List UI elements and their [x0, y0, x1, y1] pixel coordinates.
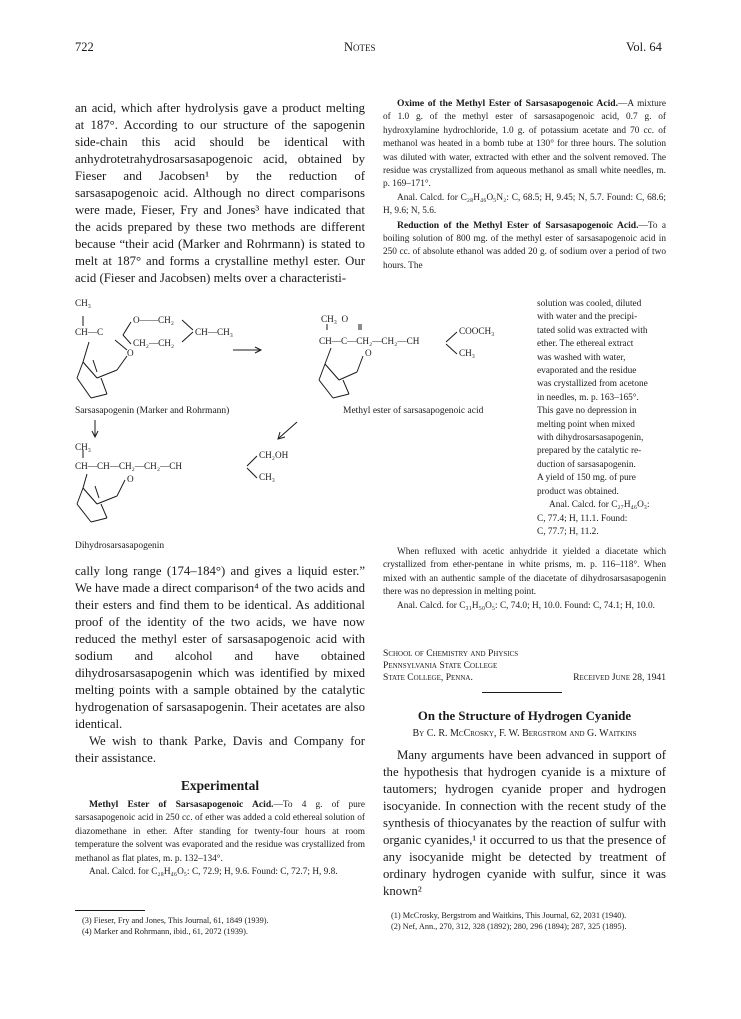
exp-heading: Methyl Ester of Sarsasapogenoic Acid. — [89, 799, 274, 810]
acetate-text: When refluxed with acetic anhydride it yielded a diacetate which crystallized from ether-pentane in white prisms, m. p. 116–118°. When mixed with an authentic sample of the diacetate of dihydrosarsasapogenin there was no depression in melting point. — [383, 547, 666, 598]
s1-oxygen-label: O — [127, 348, 134, 358]
narrow-analysis-line: Anal. Calcd. for C₂₇H₄₆O₃: — [549, 500, 650, 511]
narrow-line: melting point when mixed — [537, 419, 635, 430]
reduction-heading: Reduction of the Methyl Ester of Sarsasapogenoic Acid. — [397, 219, 639, 231]
article-authors: By C. R. McCrosky, F. W. Bergstrom and G. Waitkins — [412, 728, 637, 739]
s1-ch2ch2-label: CH₂—CH₂ — [133, 338, 175, 348]
s3-ch3b-label: CH₃ — [259, 472, 275, 482]
right-footnotes — [383, 910, 666, 932]
received-date: Received June 28, 1941 — [573, 672, 666, 683]
s3-main-chain-label: CH—CH—CH₂—CH₂—CH — [75, 461, 182, 471]
exp-analysis: Anal. Calcd. for C₂₈H₄₆O₅: C, 72.9; H, 9.6. Found: C, 72.7; H, 9.8. — [89, 867, 338, 878]
oxime-heading: Oxime of the Methyl Ester of Sarsasapogenoic Acid. — [397, 98, 619, 109]
s1-chain-label: CH—C — [75, 327, 104, 337]
narrow-line: with water and the precipi- — [537, 312, 638, 323]
footnote-4: (4) Marker and Rohrmann, ibid., 61, 2072 (1939). — [82, 927, 248, 936]
left-footnotes — [82, 915, 365, 937]
article-title: On the Structure of Hydrogen Cyanide — [417, 709, 632, 723]
s2-ch3-o-label: CH₃ O — [321, 314, 349, 324]
article-paragraph: Many arguments have been advanced in support of the hypothesis that hydrogen cyanide is a mixture of tautomers; hydrogen cyanide proper and hydrogen isocyanide. In connection with the recent study of the synthesis of thiocyanates by the reaction of sulfur with organic cyanides,¹ it occurred to us that the presence of any isocyanide might be detected by treatment of ordinary hydrogen cyanide with sulfur, since it was known² — [383, 748, 666, 898]
volume-number: Vol. 64 — [626, 40, 662, 54]
narrow-line: ether. The ethereal extract — [537, 339, 634, 350]
s1-ch-ch3-label: CH—CH₃ — [195, 327, 233, 337]
s1-methyl-label: CH₃ — [75, 298, 91, 308]
narrow-line: tated solid was extracted with — [537, 325, 648, 336]
section-divider — [482, 692, 562, 693]
acetate-analysis: Anal. Calcd. for C₃₁H₅₀O₅: C, 74.0; H, 10.0. Found: C, 74.1; H, 10.0. — [397, 600, 655, 611]
s3-oxygen-label: O — [127, 474, 134, 484]
narrow-line: prepared by the catalytic re- — [537, 446, 642, 457]
caption-dihydrosarsasapogenin: Dihydrosarsasapogenin — [75, 541, 165, 551]
paragraph-text: cally long range (174–184°) and gives a liquid ester.” We have made a direct comparison⁴ of the two acids and their esters and find them to be identical. As additional proof of the identity of the two acids, we have now reduced the methyl ester of sarsasapogenoic acid with sodium and alcohol and have obtained dihydrosarsasapogenin which was identified by mixed melting points with a sample obtained by the catalytic hydrogenation of sarsasapogenin. Their acetates are also identical. — [75, 564, 365, 731]
affiliation-school: School of Chemistry and Physics — [383, 648, 519, 659]
s2-cooch3-label: COOCH₃ — [459, 326, 495, 336]
affiliation-college: Pennsylvania State College — [383, 660, 498, 671]
left-paragraph-1 — [75, 100, 365, 287]
running-title: Notes — [344, 40, 376, 54]
left-lower-block — [75, 563, 365, 767]
acetate-block — [383, 546, 666, 613]
s3-methyl-label: CH₃ — [75, 442, 91, 452]
s2-oxygen-label: O — [365, 348, 372, 358]
narrow-line: evaporated and the residue — [537, 366, 637, 377]
footnote-rule — [75, 910, 145, 911]
narrow-line: was washed with water, — [537, 352, 626, 363]
footnote-1: (1) McCrosky, Bergstrom and Waitkins, This Journal, 62, 2031 (1940). — [391, 911, 627, 920]
chemical-structures-figure — [75, 298, 535, 560]
right-top-block — [383, 97, 666, 273]
paragraph-text: an acid, which after hydrolysis gave a product melting at 187°. According to our structure of the sapogenin side-chain this acid should be identical with anhydrotetrahydrosarsasapogenoic acid, obtained by Fieser and Jacobsen¹ by the reduction of sarsasapogenoic acid. Although no direct comparisons were made, Fieser, Fry and Jones³ have indicated that the acids prepared by these two methods are different because “their acid (Marker and Rohrmann) is stated to melt at 187° and forms a crystalline methyl ester. Our acid (Fieser and Jacobsen) melts over a characteristi- — [75, 101, 365, 285]
oxime-analysis: Anal. Calcd. for C₂₈H₄₆O₅N₂: C, 68.5; H, 9.45; N, 5.7. Found: C, 68.6; H, 9.6; N, 5.6. — [383, 192, 666, 217]
narrow-line: product was obtained. — [537, 486, 619, 497]
narrow-analysis-line: C, 77.4; H, 11.1. Found: — [537, 513, 628, 524]
s1-o-ch2-label: O——CH₂ — [133, 315, 174, 325]
narrow-line: was crystallized from acetone — [537, 379, 648, 390]
s3-ch2oh-label: CH₂OH — [259, 450, 289, 460]
exp-text: —To 4 g. of pure sarsasapogenoic acid in 250 cc. of ether was added a cold ethereal solution of diazomethane in ether. After standing for twenty-four hours at room temperature the solvent was evaporated and the residue was crystallized from methanol as flat plates, m. p. 132–134°. — [75, 800, 365, 864]
narrow-analysis-line: C, 77.7; H, 11.2. — [537, 526, 599, 537]
experimental-block — [75, 798, 365, 879]
narrow-line: in needles, m. p. 163–165°. — [537, 392, 639, 403]
experimental-heading: Experimental — [180, 778, 260, 793]
affiliation-block — [383, 648, 666, 684]
affiliation-location-row — [383, 672, 666, 684]
narrow-line: A yield of 150 mg. of pure — [537, 473, 636, 484]
s2-ch3-label: CH₃ — [459, 348, 475, 358]
caption-sarsasapogenin: Sarsasapogenin (Marker and Rohrmann) — [75, 406, 230, 416]
narrow-line: with dihydrosarsasapogenin, — [537, 433, 644, 444]
caption-methyl-ester: Methyl ester of sarsasapogenoic acid — [343, 406, 484, 416]
reduction-narrow-column — [537, 298, 667, 539]
acknowledgment-text: We wish to thank Parke, Davis and Company for their assistance. — [75, 734, 365, 765]
s2-main-chain-label: CH—C—CH₂—CH₂—CH — [319, 336, 420, 346]
affiliation-location: State College, Penna. — [383, 672, 473, 683]
page-number: 722 — [75, 40, 94, 54]
reduction-text: —To a boiling solution of 800 mg. of the methyl ester of sarsasapogenoic acid in 250 cc. of absolute ethanol was added 20 g. of sodium over a period of two hours. The — [383, 220, 666, 271]
footnote-2: (2) Nef, Ann., 270, 312, 328 (1892); 280, 296 (1894); 287, 325 (1895). — [391, 922, 627, 931]
narrow-line: duction of sarsasapogenin. — [537, 459, 636, 470]
narrow-line: This gave no depression in — [537, 406, 637, 417]
footnote-3: (3) Fieser, Fry and Jones, This Journal, 61, 1849 (1939). — [82, 916, 269, 925]
oxime-text: —A mixture of 1.0 g. of the methyl ester of sarsasapogenoic acid, 0.7 g. of hydroxylamine hydrochloride, 1.0 g. of potassium acetate and 70 cc. of methanol was heated in a bomb tube at 130° for three hours. The solution was diluted with water, extracted with ether and the solvent removed. The residue was crystallized from aqueous methanol as small white needles, m. p. 169–171°. — [383, 99, 666, 190]
narrow-line: solution was cooled, diluted — [537, 299, 642, 309]
article-body — [383, 747, 666, 900]
